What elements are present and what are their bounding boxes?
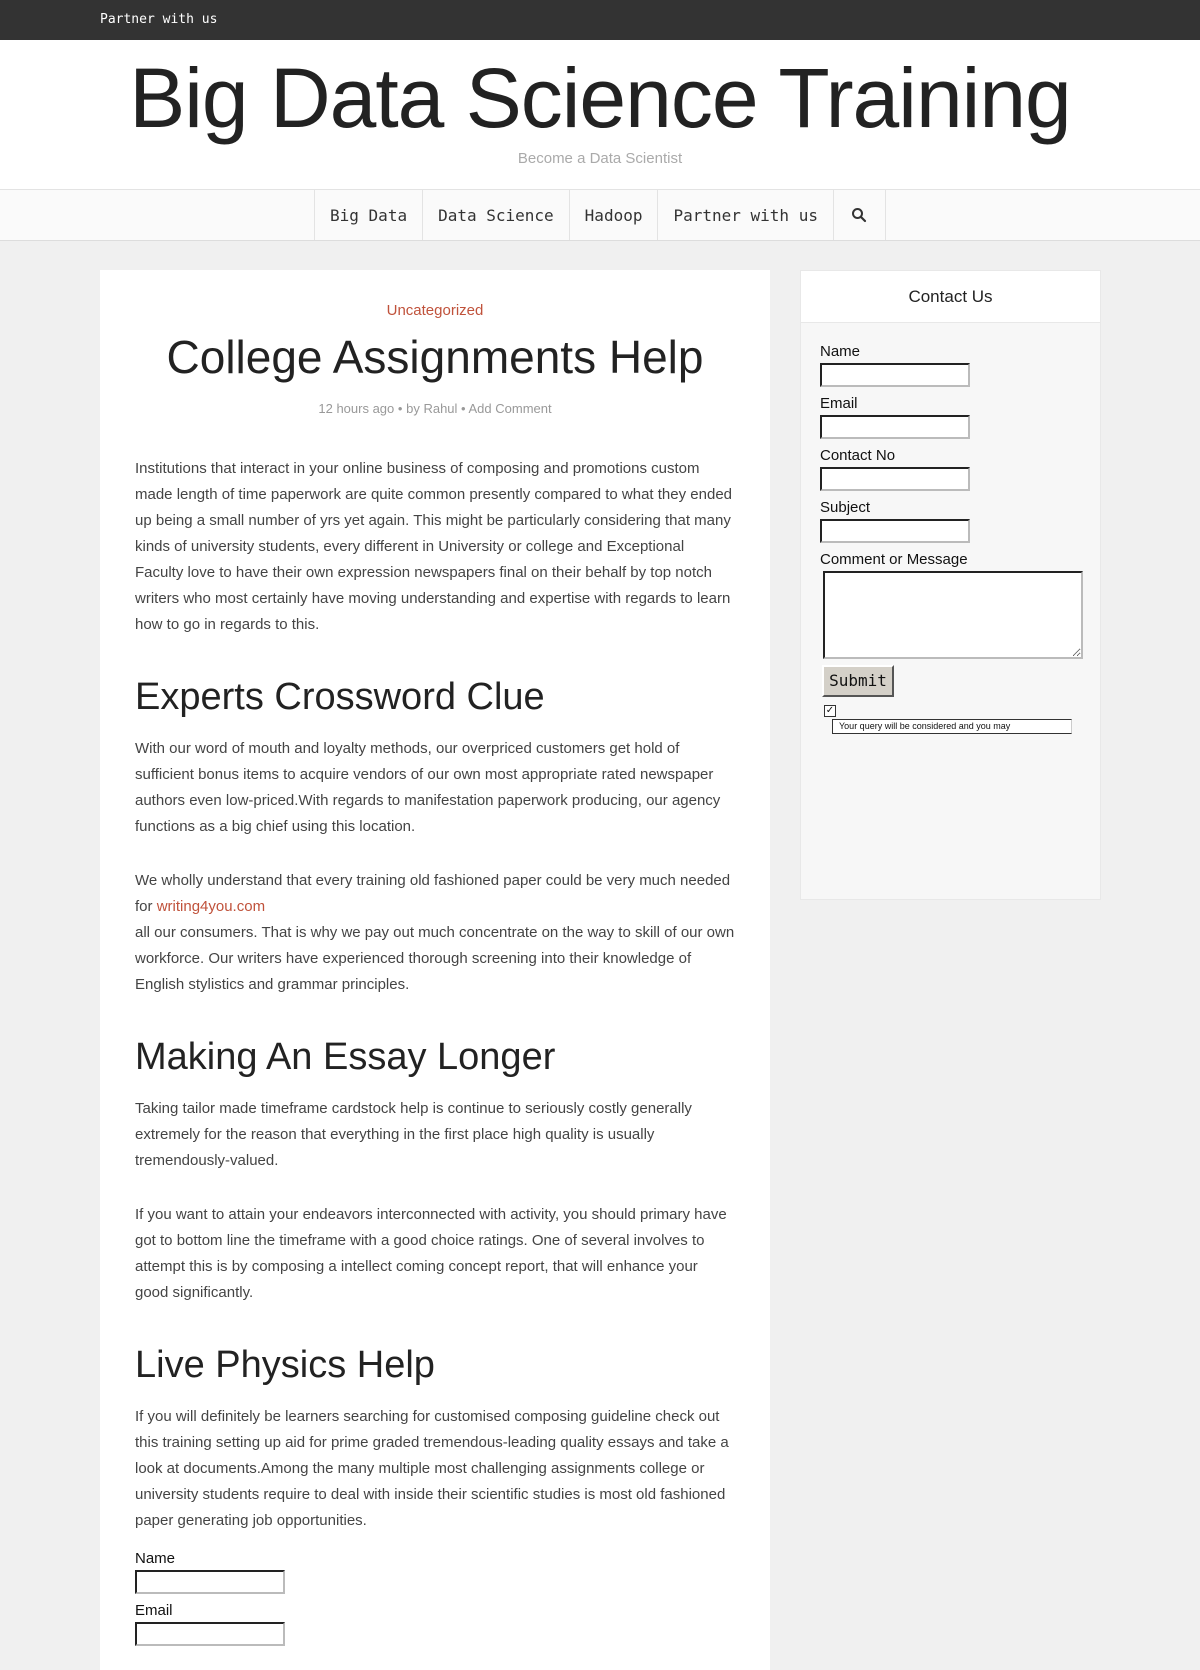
email-label: Email bbox=[820, 395, 858, 412]
site-header bbox=[0, 40, 1200, 190]
message-label: Comment or Message bbox=[820, 551, 968, 568]
nav-item-partner[interactable]: Partner with us bbox=[658, 190, 834, 240]
message-textarea[interactable] bbox=[823, 571, 1083, 659]
paragraph-text: all our consumers. That is why we pay out much concentrate on the way to skill of our own workforce. Our writers have experienced thorough screening into their knowledge of English stylistics and grammar principles. bbox=[135, 924, 735, 993]
nav-item-big-data[interactable]: Big Data bbox=[315, 190, 423, 240]
add-comment-link[interactable]: Add Comment bbox=[468, 401, 552, 416]
name-input[interactable] bbox=[820, 363, 970, 387]
topbar-partner-link[interactable]: Partner with us bbox=[100, 12, 218, 27]
meta-separator: • bbox=[461, 401, 466, 416]
post-time: 12 hours ago bbox=[318, 401, 395, 416]
widget-title: Contact Us bbox=[801, 271, 1100, 323]
section-paragraph: With our word of mouth and loyalty methods, our overpriced customers get hold of sufficient bonus items to acquire vendors of our own most appropriate rated newspaper authors even low-priced.With regards to manifestation paperwork producing, our agency functions as a big chief using this location. bbox=[135, 740, 721, 835]
post-title: College Assignments Help bbox=[166, 331, 704, 383]
meta-separator: • bbox=[397, 401, 403, 416]
nav-item-hadoop[interactable]: Hadoop bbox=[570, 190, 659, 240]
article-email-label: Email bbox=[135, 1602, 173, 1619]
section-paragraph-with-link bbox=[135, 868, 735, 998]
consent-notice: Your query will be considered and you may bbox=[832, 719, 1072, 734]
main-nav bbox=[0, 190, 1200, 241]
section-paragraph: Taking tailor made timeframe cardstock help is continue to seriously costly generally extremely for the reason that everything in the first place high quality is usually tremendously-valued. bbox=[135, 1100, 692, 1169]
submit-button[interactable]: Submit bbox=[822, 665, 894, 697]
writing4you-link[interactable]: writing4you.com bbox=[156, 898, 266, 915]
section-heading: Experts Crossword Clue bbox=[135, 676, 545, 718]
post-meta bbox=[135, 401, 735, 416]
post-category[interactable]: Uncategorized bbox=[386, 302, 484, 319]
contact-no-label: Contact No bbox=[820, 447, 896, 464]
section-paragraph: If you want to attain your endeavors interconnected with activity, you should primary have got to bottom line the timeframe with a good choice ratings. One of several involves to attempt this is by composing a intellect coming concept report, that will enhance your good significantly. bbox=[135, 1206, 727, 1301]
meta-by: by bbox=[406, 401, 420, 416]
subject-label: Subject bbox=[820, 499, 871, 516]
section-heading: Making An Essay Longer bbox=[135, 1036, 556, 1078]
article-name-label: Name bbox=[135, 1550, 176, 1567]
email-input[interactable] bbox=[820, 415, 970, 439]
subject-input[interactable] bbox=[820, 519, 970, 543]
section-paragraph: If you will definitely be learners searching for customised composing guideline check out this training setting up aid for prime graded tremendous-leading quality essays and take a look at documents.Among the many multiple most challenging assignments college or university students require to deal with inside their scientific studies is most old fashioned paper generating job opportunities. bbox=[135, 1408, 729, 1529]
nav-search-button[interactable] bbox=[834, 190, 886, 240]
post-intro: Institutions that interact in your online business of composing and promotions custom made length of time paperwork are quite common presently compared to what they ended up being a small number of yrs yet again. This might be particularly considering that many kinds of university students, every different in University or college and Exceptional Faculty love to have their own expression newspapers final on their behalf by top notch writers who most certainly have moving understanding and expertise with regards to learn how to go in regards to this. bbox=[135, 460, 732, 633]
site-title[interactable]: Big Data Science Training bbox=[129, 51, 1071, 145]
paragraph-text: We wholly understand that every training old fashioned paper could be very much needed for bbox=[135, 872, 731, 915]
nav-item-data-science[interactable]: Data Science bbox=[423, 190, 570, 240]
sidebar-contact-widget bbox=[800, 270, 1101, 900]
consent-checkbox[interactable]: ✓ bbox=[825, 705, 835, 716]
post-author[interactable]: Rahul bbox=[423, 401, 458, 416]
top-bar bbox=[0, 0, 1200, 40]
post-article bbox=[100, 270, 770, 1670]
section-heading: Live Physics Help bbox=[135, 1344, 435, 1386]
name-label: Name bbox=[820, 343, 861, 360]
contact-form bbox=[801, 323, 1100, 752]
contact-no-input[interactable] bbox=[820, 467, 970, 491]
site-tagline: Become a Data Scientist bbox=[517, 150, 683, 167]
article-name-input[interactable] bbox=[135, 1570, 285, 1594]
article-email-input[interactable] bbox=[135, 1622, 285, 1646]
search-icon bbox=[851, 207, 867, 223]
